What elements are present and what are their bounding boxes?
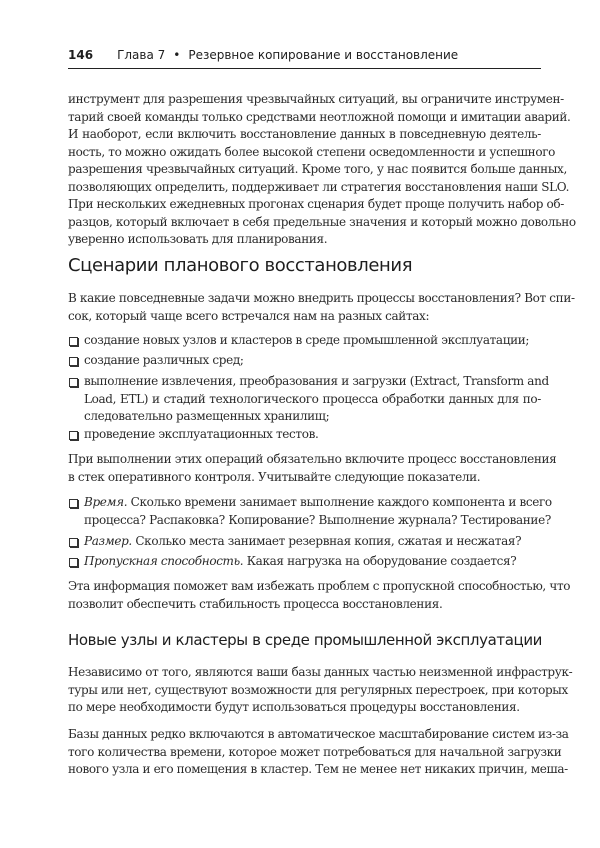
text-line: разцов, который включает в себя предельные значения и который можно довольно xyxy=(68,214,576,229)
text-line: И наоборот, если включить восстановление данных в повседневную деятель- xyxy=(68,127,541,141)
paragraph-4 xyxy=(68,578,571,613)
list-item xyxy=(68,426,541,444)
list-item xyxy=(68,553,541,571)
checkbox-bullet-icon xyxy=(69,499,78,508)
list-item xyxy=(68,533,541,551)
list-item xyxy=(68,373,549,426)
text-line: При нескольких ежедневных прогонах сценария будет проще получить набор об- xyxy=(68,197,564,211)
section-heading: Сценарии планового восстановления xyxy=(68,255,413,276)
list-item xyxy=(68,494,552,529)
checkbox-bullet-icon xyxy=(69,337,78,346)
chapter-label: Глава 7 xyxy=(117,48,166,62)
text-line: проведение эксплуатационных тестов. xyxy=(84,427,319,441)
checkbox-bullet-icon xyxy=(69,378,78,387)
text-line: следовательно размещенных хранилищ; xyxy=(84,409,330,423)
text-line: В какие повседневные задачи можно внедрить процессы восстановления? Вот спи- xyxy=(68,291,575,305)
text-line: Какая нагрузка на оборудование создается? xyxy=(243,554,517,568)
list-item xyxy=(68,352,541,370)
text-line: в стек оперативного контроля. Учитывайте следующие показатели. xyxy=(68,469,481,484)
text-line: создание различных сред; xyxy=(84,353,244,367)
text-line: выполнение извлечения, преобразования и загрузки (Extract, Transform and xyxy=(84,374,549,388)
checkbox-bullet-icon xyxy=(69,538,78,547)
text-line: Сколько времени занимает выполнение каждого компонента и всего xyxy=(127,495,552,509)
chapter-title: Резервное копирование и восстановление xyxy=(188,48,459,62)
text-line: инструмент для разрешения чрезвычайных ситуаций, вы ограничите инструмен- xyxy=(68,92,564,106)
text-line: по мере необходимости будут использоваться процедуры восстановления. xyxy=(68,700,520,714)
paragraph-2 xyxy=(68,290,575,325)
separator-bullet: • xyxy=(173,48,181,62)
text-line: Сколько места занимает резервная копия, сжатая и несжатая? xyxy=(131,534,522,548)
running-header xyxy=(68,48,541,69)
paragraph-1 xyxy=(68,91,576,249)
page-number: 146 xyxy=(68,48,94,62)
text-line: Эта информация поможет вам избежать проблем с пропускной способностью, что xyxy=(68,579,571,593)
text-line: туры или нет, существуют возможности для регулярных перестроек, при которых xyxy=(68,682,568,697)
list-item xyxy=(68,332,541,350)
text-line: При выполнении этих операций обязательно включите процесс восстановления xyxy=(68,452,557,466)
checkbox-bullet-icon xyxy=(69,431,78,440)
text-line: тарий своей команды только средствами неотложной помощи и имитации аварий. xyxy=(68,109,571,124)
text-line: позволяющих определить, поддерживает ли стратегия восстановления наши SLO. xyxy=(68,179,570,194)
text-line: уверенно использовать для планирования. xyxy=(68,232,328,246)
text-line: ность, то можно ожидать более высокой степени осведомленности и успешного xyxy=(68,144,555,159)
text-line: Независимо от того, являются ваши базы данных частью неизменной инфраструк- xyxy=(68,665,573,679)
text-line: позволит обеспечить стабильность процесса восстановления. xyxy=(68,596,443,611)
term: Пропускная способность. xyxy=(84,554,244,568)
paragraph-3 xyxy=(68,451,557,486)
text-line: Базы данных редко включаются в автоматическое масштабирование систем из-за xyxy=(68,727,569,741)
text-line: нового узла и его помещения в кластер. Тем не менее нет никаких причин, меша- xyxy=(68,762,568,776)
checkbox-bullet-icon xyxy=(69,558,78,567)
subsection-heading: Новые узлы и кластеры в среде промышленной эксплуатации xyxy=(68,631,543,649)
text-line: разрешения чрезвычайных ситуаций. Кроме того, у нас появится больше данных, xyxy=(68,162,567,176)
text-line: создание новых узлов и кластеров в среде промышленной эксплуатации; xyxy=(84,333,530,347)
checkbox-bullet-icon xyxy=(69,357,78,366)
text-line: того количества времени, которое может потребоваться для начальной загрузки xyxy=(68,744,562,759)
text-line: сок, который чаще всего встречался нам на разных сайтах: xyxy=(68,308,430,323)
paragraph-5 xyxy=(68,664,573,717)
text-line: Load, ETL) и стадий технологического процесса обработки данных для по- xyxy=(84,391,541,406)
paragraph-6 xyxy=(68,726,569,779)
term: Время. xyxy=(84,495,128,509)
text-line: процесса? Распаковка? Копирование? Выполнение журнала? Тестирование? xyxy=(84,512,551,527)
term: Размер. xyxy=(84,534,132,548)
